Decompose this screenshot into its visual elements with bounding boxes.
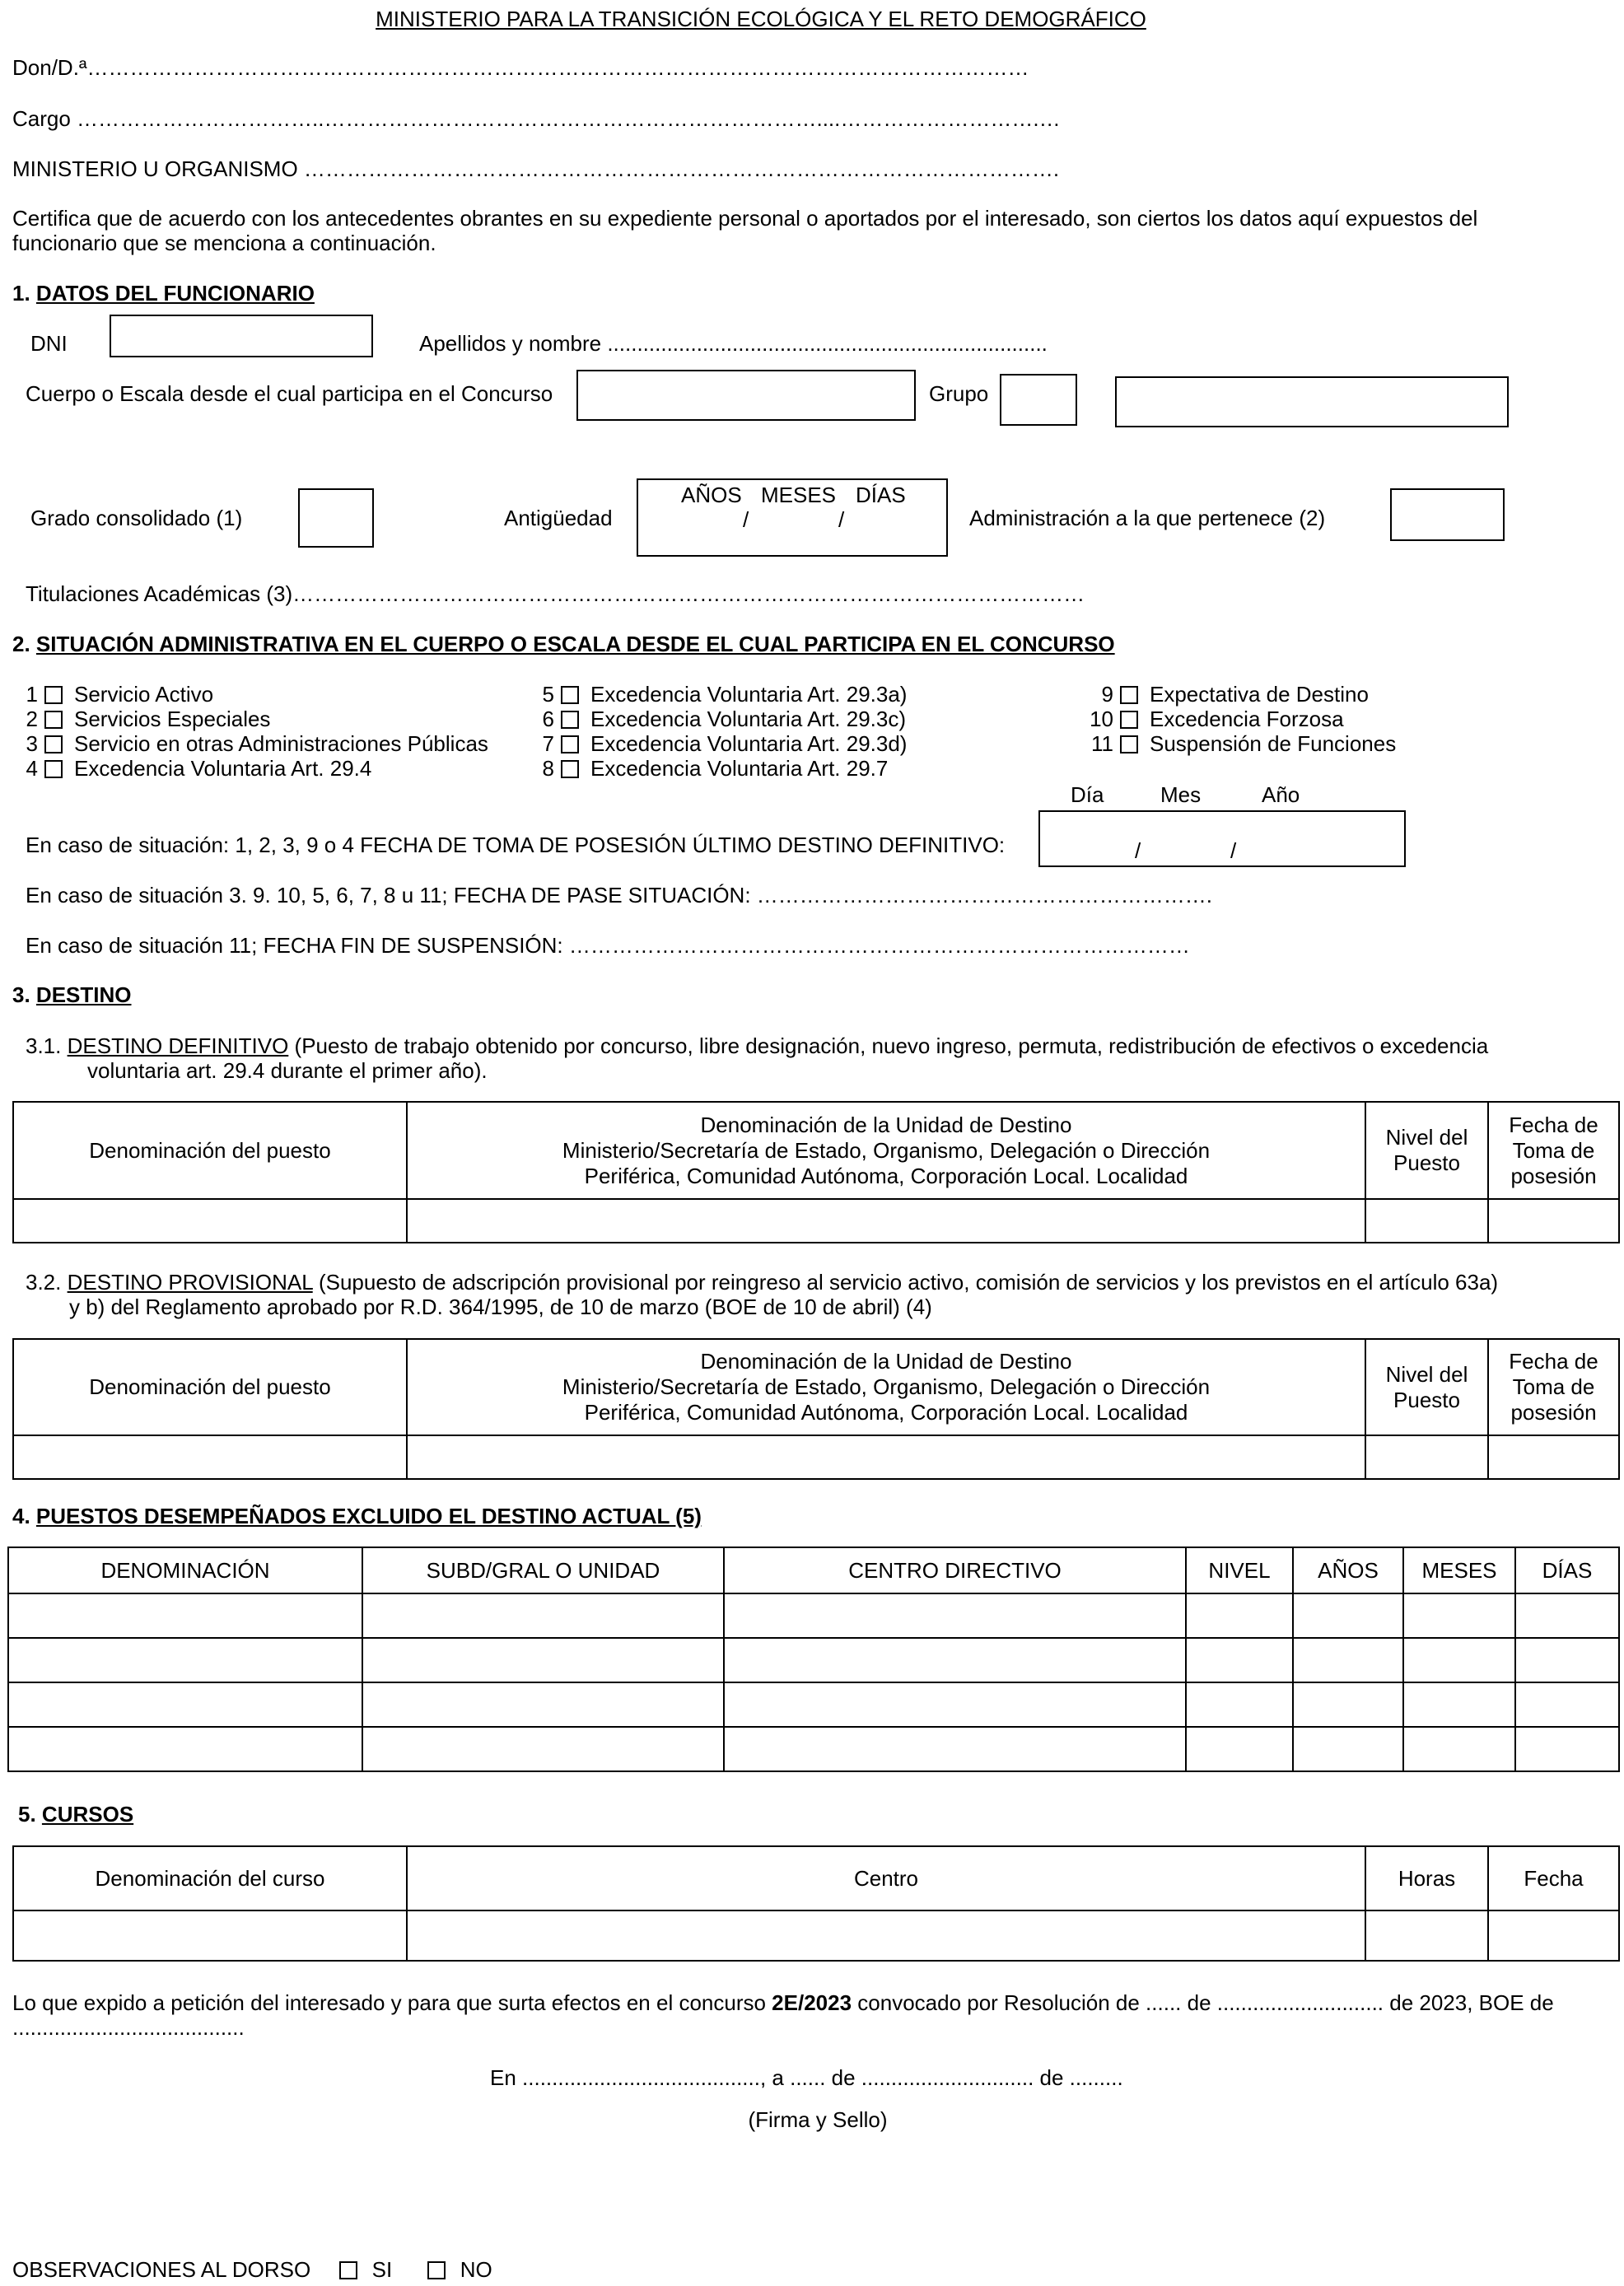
checkbox[interactable] [1120,735,1138,753]
date-slash-2: / [1230,838,1237,863]
header-cell: NIVEL [1186,1547,1293,1593]
page-header: MINISTERIO PARA LA TRANSICIÓN ECOLÓGICA Y EL RETO DEMOGRÁFICO [376,7,1146,31]
situacion-number: 6 [542,707,554,731]
situacion-label: Servicios Especiales [74,707,271,731]
header-line: Ministerio/Secretaría de Estado, Organismo, Delegación o Dirección [562,1374,1211,1399]
situacion-label: Excedencia Voluntaria Art. 29.4 [74,756,372,781]
table-cell[interactable] [1515,1727,1619,1771]
table-row [13,1910,1619,1961]
checkbox[interactable] [561,760,579,778]
situacion-option-8[interactable] [530,756,907,781]
table-cell[interactable] [1515,1593,1619,1638]
section-4-number: 4. [12,1504,30,1528]
destino-definitivo-line1 [26,1033,1488,1059]
situacion-number: 11 [1091,731,1113,756]
situacion-option-4[interactable] [13,756,488,781]
cursos-table [12,1845,1620,1962]
header-cell: DÍAS [1515,1547,1619,1593]
grupo-extra-input[interactable] [1115,376,1509,427]
destino-definitivo-table [12,1101,1620,1243]
observaciones-no-checkbox[interactable] [427,2261,446,2279]
checkbox[interactable] [1120,711,1138,729]
checkbox[interactable] [44,711,63,729]
fecha-pase-field[interactable]: En caso de situación 3. 9. 10, 5, 6, 7, 8 u 11; FECHA DE PASE SITUACIÓN: ………………………………………………………. [26,883,1213,907]
header-line: Ministerio/Secretaría de Estado, Organismo, Delegación o Dirección [562,1137,1211,1163]
section-4-heading [12,1504,702,1529]
header-cell: Centro [407,1846,1365,1910]
header-line: Fecha de [1509,1349,1598,1374]
table-cell[interactable] [1515,1638,1619,1682]
table-cell[interactable] [1293,1727,1403,1771]
header-line: Nivel del [1385,1361,1468,1387]
table-cell[interactable] [1488,1435,1619,1479]
header-line: Fecha de [1509,1112,1598,1137]
expido-text: Lo que expido a petición del interesado y para que surta efectos en el concurso [12,1990,772,2015]
section-3-heading [12,982,132,1008]
header-line: Denominación de la Unidad de Destino [700,1349,1072,1374]
certifica-text-line1: Certifica que de acuerdo con los antecedentes obrantes en su expediente personal o aportados por el interesado, son ciertos los datos aquí expuestos del [12,206,1478,231]
header-cell: SUBD/GRAL O UNIDAD [362,1547,724,1593]
table-header-row [13,1846,1619,1910]
table-cell[interactable] [362,1682,724,1727]
table-cell[interactable] [1488,1199,1619,1243]
situacion-label: Excedencia Voluntaria Art. 29.3c) [590,707,907,731]
situacion-number: 10 [1090,707,1113,731]
situacion-label: Servicio en otras Administraciones Públicas [74,731,488,756]
situacion-number: 4 [26,756,38,781]
antiguedad-box[interactable] [637,478,948,557]
header-denominacion: Denominación del puesto [13,1339,407,1435]
checkbox[interactable] [44,760,63,778]
table-header-row [8,1547,1619,1593]
table-cell[interactable] [407,1199,1365,1243]
header-cell: DENOMINACIÓN [8,1547,362,1593]
table-cell[interactable] [724,1638,1186,1682]
situacion-number: 8 [542,756,554,781]
header-cell: Denominación del curso [13,1846,407,1910]
table-cell[interactable] [1186,1593,1293,1638]
table-header-row [13,1339,1619,1435]
situacion-number: 2 [26,707,38,731]
situacion-number: 7 [542,731,554,756]
cargo-field[interactable]: Cargo ……………………………..……………………………………………………………....……………………….… [12,106,1061,131]
administracion-input[interactable] [1390,488,1505,541]
destino-definitivo-title: DESTINO DEFINITIVO [67,1033,289,1058]
table-row [8,1638,1619,1682]
situacion-option-10[interactable] [1080,707,1396,731]
destino-provisional-line1 [26,1270,1498,1295]
observaciones-si-label: SI [371,2257,393,2282]
subsection-number: 3.1. [26,1033,62,1058]
table-cell[interactable] [362,1638,724,1682]
situacion-number: 5 [542,682,554,707]
table-cell[interactable] [724,1727,1186,1771]
antiguedad-slash-2: / [838,507,845,532]
titulaciones-field[interactable]: Titulaciones Académicas (3)………………………………………………………………………………………………… [26,581,1085,606]
table-cell[interactable] [407,1435,1365,1479]
header-line: Nivel del [1385,1125,1468,1150]
cuerpo-label: Cuerpo o Escala desde el cual participa en el Concurso [26,381,553,406]
table-cell[interactable] [1403,1638,1515,1682]
situacion-option-9[interactable] [1080,682,1396,707]
situacion-label: Excedencia Voluntaria Art. 29.7 [590,756,889,781]
table-cell[interactable] [1293,1682,1403,1727]
puestos-table [7,1547,1620,1772]
table-row [13,1435,1619,1479]
header-line: Periférica, Comunidad Autónoma, Corporación Local. Localidad [584,1400,1188,1425]
situacion-label: Excedencia Voluntaria Art. 29.3d) [590,731,908,756]
section-3-title: DESTINO [35,982,132,1007]
destino-provisional-line2: y b) del Reglamento aprobado por R.D. 364/1995, de 10 de marzo (BOE de 10 de abril) (4) [69,1295,932,1319]
situacion-option-5[interactable] [530,682,907,707]
header-denominacion: Denominación del puesto [13,1102,407,1199]
dias-label: DÍAS [856,483,906,507]
observaciones-si-checkbox[interactable] [339,2261,357,2279]
destino-provisional-table [12,1338,1620,1480]
destino-definitivo-line2: voluntaria art. 29.4 durante el primer año). [87,1058,488,1083]
mes-label: Mes [1160,782,1202,807]
situacion-col-2 [530,682,907,781]
fecha-fin-suspension-field[interactable]: En caso de situación 11; FECHA FIN DE SUSPENSIÓN: …………………………………………………………………………… [26,933,1190,958]
toma-posesion-label: En caso de situación: 1, 2, 3, 9 o 4 FECHA DE TOMA DE POSESIÓN ÚLTIMO DESTINO DEFINITIVO: [26,833,1006,857]
header-line: Toma de [1512,1374,1595,1399]
situacion-option-2[interactable] [13,707,488,731]
table-cell[interactable] [724,1593,1186,1638]
situacion-col-1 [13,682,488,781]
header-line: Periférica, Comunidad Autónoma, Corporación Local. Localidad [584,1163,1188,1188]
header-unidad-destino [407,1102,1365,1199]
checkbox[interactable] [561,711,579,729]
table-cell[interactable] [1293,1638,1403,1682]
cuerpo-input[interactable] [576,370,916,421]
subsection-number: 3.2. [26,1270,62,1295]
situacion-number: 9 [1101,682,1113,707]
firma-sello-label: (Firma y Sello) [748,2107,888,2132]
ministerio-field[interactable]: MINISTERIO U ORGANISMO ……………………………………………………………………………………………. [12,156,1060,181]
date-slash-1: / [1135,838,1141,863]
section-5-heading [18,1802,133,1827]
checkbox[interactable] [561,735,579,753]
header-cell: Horas [1365,1846,1488,1910]
table-cell[interactable] [13,1435,407,1479]
checkbox[interactable] [561,686,579,704]
table-row [13,1199,1619,1243]
table-cell[interactable] [8,1638,362,1682]
section-3-number: 3. [12,982,30,1007]
grupo-label: Grupo [929,381,989,406]
section-2-number: 2. [12,632,30,656]
situacion-label: Excedencia Forzosa [1150,707,1344,731]
table-cell[interactable] [1488,1910,1619,1961]
section-1-heading [12,281,315,306]
situacion-number: 3 [26,731,38,756]
situacion-label: Servicio Activo [74,682,214,707]
header-nivel [1365,1339,1488,1435]
concurso-code: 2E/2023 [772,1990,852,2015]
table-row [8,1727,1619,1771]
situacion-option-7[interactable] [530,731,907,756]
expido-line1 [12,1990,1554,2016]
administracion-label: Administración a la que pertenece (2) [969,506,1326,530]
section-1-title: DATOS DEL FUNCIONARIO [35,281,315,306]
header-line: Denominación de la Unidad de Destino [700,1112,1072,1137]
section-5-number: 5. [18,1802,36,1826]
observaciones-label: OBSERVACIONES AL DORSO [12,2257,311,2282]
table-row [8,1682,1619,1727]
header-cell: MESES [1403,1547,1515,1593]
header-line: posesión [1510,1400,1597,1425]
toma-posesion-date-input[interactable] [1038,810,1406,867]
certifica-text-line2: funcionario que se menciona a continuación. [12,231,436,255]
header-cell: AÑOS [1293,1547,1403,1593]
section-4-title: PUESTOS DESEMPEÑADOS EXCLUIDO EL DESTINO ACTUAL (5) [35,1504,702,1528]
table-cell[interactable] [8,1727,362,1771]
header-unidad-destino [407,1339,1365,1435]
destino-provisional-text: (Supuesto de adscripción provisional por reingreso al servicio activo, comisión de servicios y los previstos en el artículo 63a) [318,1270,1499,1295]
situacion-label: Suspensión de Funciones [1150,731,1397,756]
table-cell[interactable] [1293,1593,1403,1638]
table-cell[interactable] [1403,1727,1515,1771]
section-1-number: 1. [12,281,30,306]
table-cell[interactable] [8,1593,362,1638]
table-cell[interactable] [1186,1727,1293,1771]
observaciones-no-label: NO [460,2257,492,2282]
section-5-title: CURSOS [41,1802,134,1826]
section-2-heading [12,632,1115,657]
table-cell[interactable] [1186,1682,1293,1727]
lugar-fecha-field[interactable]: En ........................................, a ...... de ............................. de ......... [490,2065,1123,2090]
header-cell: CENTRO DIRECTIVO [724,1547,1186,1593]
header-line: Puesto [1393,1387,1460,1412]
situacion-option-3[interactable] [13,731,488,756]
apellidos-field[interactable]: Apellidos y nombre .......................................................................... [419,331,1048,356]
antiguedad-slash-1: / [743,507,749,532]
header-nivel [1365,1102,1488,1199]
situacion-option-6[interactable] [530,707,907,731]
table-cell[interactable] [1515,1682,1619,1727]
section-2-title: SITUACIÓN ADMINISTRATIVA EN EL CUERPO O ESCALA DESDE EL CUAL PARTICIPA EN EL CONCURSO [35,632,1115,656]
grado-input[interactable] [298,488,374,548]
table-cell[interactable] [1403,1593,1515,1638]
table-cell[interactable] [1186,1638,1293,1682]
situacion-col-3 [1080,682,1396,756]
observaciones-row [12,2257,492,2283]
situacion-label: Expectativa de Destino [1150,682,1369,707]
meses-label: MESES [761,483,837,507]
checkbox[interactable] [44,686,63,704]
header-fecha-toma [1488,1102,1619,1199]
table-cell[interactable] [407,1910,1365,1961]
situacion-label: Excedencia Voluntaria Art. 29.3a) [590,682,908,707]
situacion-option-11[interactable] [1080,731,1396,756]
header-fecha-toma [1488,1339,1619,1435]
situacion-number: 1 [26,682,38,707]
table-cell[interactable] [1365,1199,1488,1243]
table-cell[interactable] [1365,1435,1488,1479]
checkbox[interactable] [1120,686,1138,704]
grado-label: Grado consolidado (1) [30,506,243,530]
table-cell[interactable] [362,1727,724,1771]
table-cell[interactable] [362,1593,724,1638]
antiguedad-label: Antigüedad [504,506,613,530]
ano-label: Año [1262,782,1300,807]
dni-input[interactable] [110,315,373,357]
situacion-option-1[interactable] [13,682,488,707]
header-cell: Fecha [1488,1846,1619,1910]
dni-label: DNI [30,331,68,356]
grupo-input[interactable] [1000,374,1077,426]
destino-definitivo-text: (Puesto de trabajo obtenido por concurso, libre designación, nuevo ingreso, permuta, redistribución de efectivos o excedencia [294,1033,1489,1058]
header-line: Toma de [1512,1137,1595,1163]
expido-text: convocado por Resolución de ...... de ............................ de 2023, BOE de [852,1990,1554,2015]
table-header-row [13,1102,1619,1199]
expido-line2[interactable]: ....................................... [12,2015,245,2040]
destino-provisional-title: DESTINO PROVISIONAL [67,1270,313,1295]
table-cell[interactable] [724,1682,1186,1727]
dia-label: Día [1071,782,1104,807]
header-line: posesión [1510,1163,1597,1188]
table-cell[interactable] [1365,1910,1488,1961]
table-cell[interactable] [1403,1682,1515,1727]
table-cell[interactable] [13,1910,407,1961]
checkbox[interactable] [44,735,63,753]
table-cell[interactable] [13,1199,407,1243]
table-row [8,1593,1619,1638]
header-line: Puesto [1393,1150,1460,1175]
don-field[interactable]: Don/D.ª…………………………………………………………………………………………………………………… [12,55,1029,80]
anos-label: AÑOS [681,483,742,507]
table-cell[interactable] [8,1682,362,1727]
